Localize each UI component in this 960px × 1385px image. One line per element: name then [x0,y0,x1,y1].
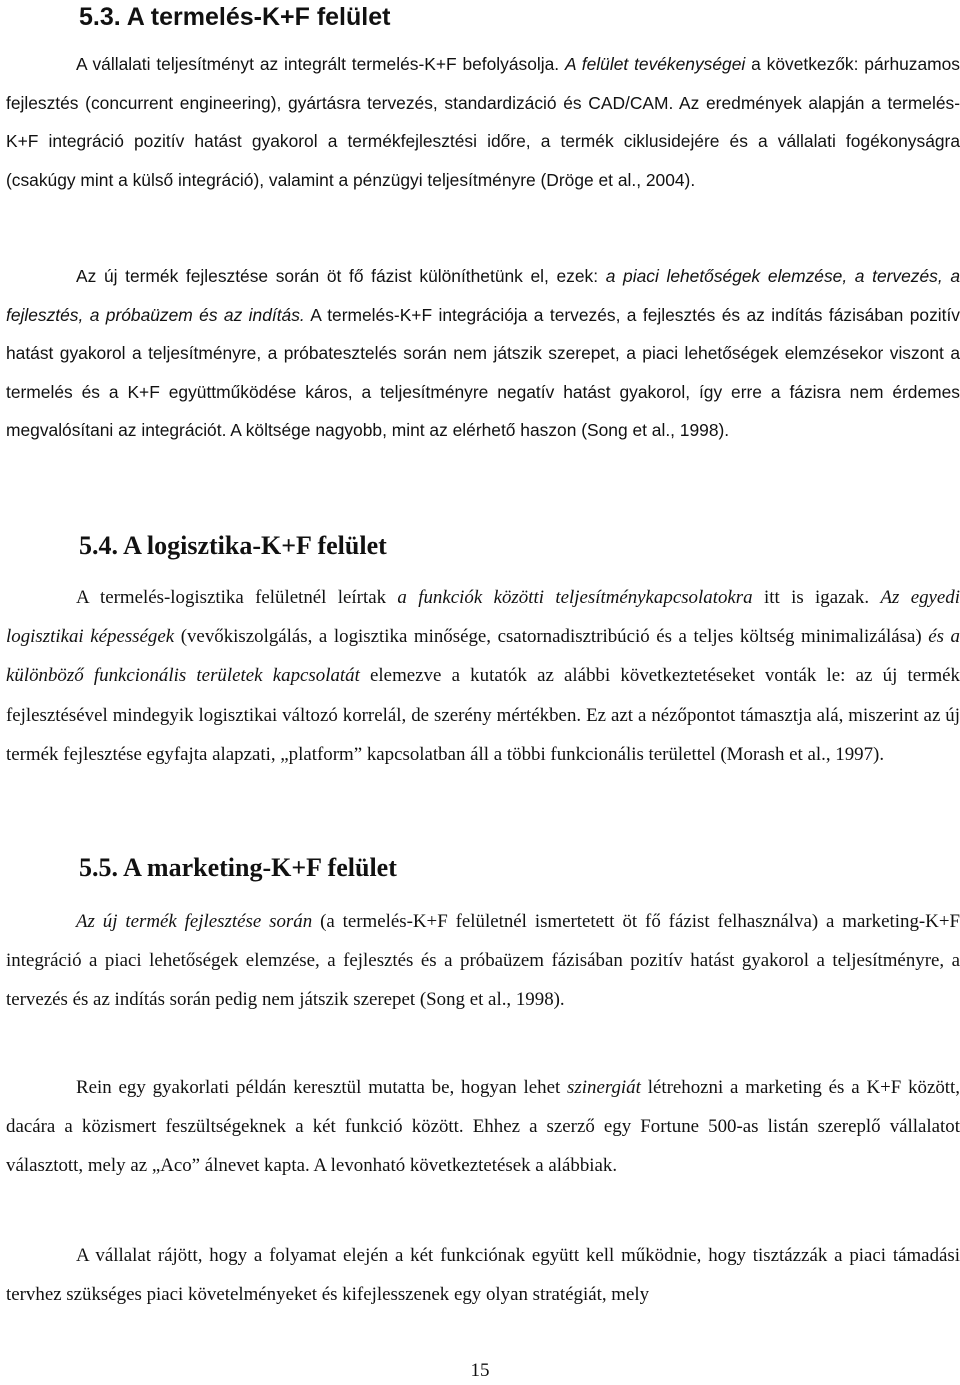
text-run: létrehozni a marketing és a K+F között, dacára a közismert feszültségeknek a két funkció között. Ehhez a szerző egy Fortune 500-as listán szereplő vállalatot választott, mely az „Aco” álnevet kapta. A levonható következtetések a alábbiak. [6,1077,960,1177]
text-run: A termelés-logisztika felületnél leírtak [76,587,398,608]
text-run: (a termelés-K+F felületnél ismertetett öt fő fázist felhasználva) a marketing-K+F integráció a piaci lehetőségek elemzése, a fejlesztés és a próbaüzem fázisában pozitív hatást gyakorol a teljesítményre, a tervezés és az indítás során pedig nem játszik szerepet (Song et al., 1998). [6,911,960,1011]
paragraph-5-3-intro [6,45,960,199]
text-run: itt is igazak. [752,587,881,608]
text-run: elemezve a kutatók az alábbi következtetéseket vonták le: az új termék fejlesztésével mindegyik logisztikai változó korrelál, de szerény mértékben. Ez azt a nézőpontot támasztja alá, miszerint az új termék fejlesztése egyfajta alapzati, „platform” kapcsolatban áll a többi funkcionális területtel (Morash et al., 1997). [6,665,960,765]
text-run: A vállalati teljesítményt az integrált termelés-K+F befolyásolja. [76,54,565,74]
text-run-italic: szinergiát [567,1077,641,1098]
text-run-italic: Az egyedi logisztikai képességek [6,587,960,648]
text-run-italic: Az új termék fejlesztése során [76,911,313,932]
paragraph-5-5-rein [6,1068,960,1186]
text-run-italic: A felület tevékenységei [565,54,746,74]
paragraph-5-4-logistics [6,578,960,774]
section-heading-5-3: 5.3. A termelés-K+F felület [79,3,391,31]
text-run: Az új termék fejlesztése során öt fő fázist különíthetünk el, ezek: [76,266,606,286]
text-run-italic: és a különböző funkcionális területek kapcsolatát [6,626,960,687]
section-heading-5-5: 5.5. A marketing-K+F felület [79,853,397,882]
text-run: (vevőkiszolgálás, a logisztika minősége, csatornadisztribúció és a teljes költség minimalizálása) [174,626,929,648]
paragraph-5-5-marketing [6,902,960,1020]
paragraph-5-5-company [6,1236,960,1314]
text-run: Rein egy gyakorlati példán keresztül mutatta be, hogyan lehet [76,1077,568,1098]
text-run: A vállalat rájött, hogy a folyamat elején a két funkciónak együtt kell működnie, hogy tisztázzák a piaci támadási tervhez szükséges piaci követelményeket és kifejlesszenek egy olyan stratégiát, mely [6,1245,960,1306]
text-run: a következők: párhuzamos fejlesztés (concurrent engineering), gyártásra tervezés, standardizáció és CAD/CAM. Az eredmények alapján a termelés-K+F integráció pozitív hatást gyakorol a termékfejlesztési időre, a termék ciklusidejére és a vállalati fogékonyságra (csakúgy mint a külső integráció), valamint a pénzügyi teljesítményre (Dröge et al., 2004). [6,54,960,190]
text-run-italic: a piaci lehetőségek elemzése, a tervezés, a fejlesztés, a próbaüzem és az indítás. [6,266,960,325]
text-run-italic: a funkciók közötti teljesítménykapcsolatokra [397,587,753,608]
text-run: A termelés-K+F integrációja a tervezés, a fejlesztés és az indítás fázisában pozitív hatást gyakorol a teljesítményre, a próbatesztelés során nem játszik szerepet, a piaci lehetőségek elemzésekor viszont a termelés és a K+F együttműködése káros, a teljesítményre negatív hatást gyakorol, így erre a fázisra nem érdemes megvalósítani az integrációt. A költsége nagyobb, mint az elérhető haszon (Song et al., 1998). [6,304,960,441]
paragraph-5-3-phases [6,257,960,450]
page-number: 15 [470,1360,490,1381]
section-heading-5-4: 5.4. A logisztika-K+F felület [79,531,387,560]
